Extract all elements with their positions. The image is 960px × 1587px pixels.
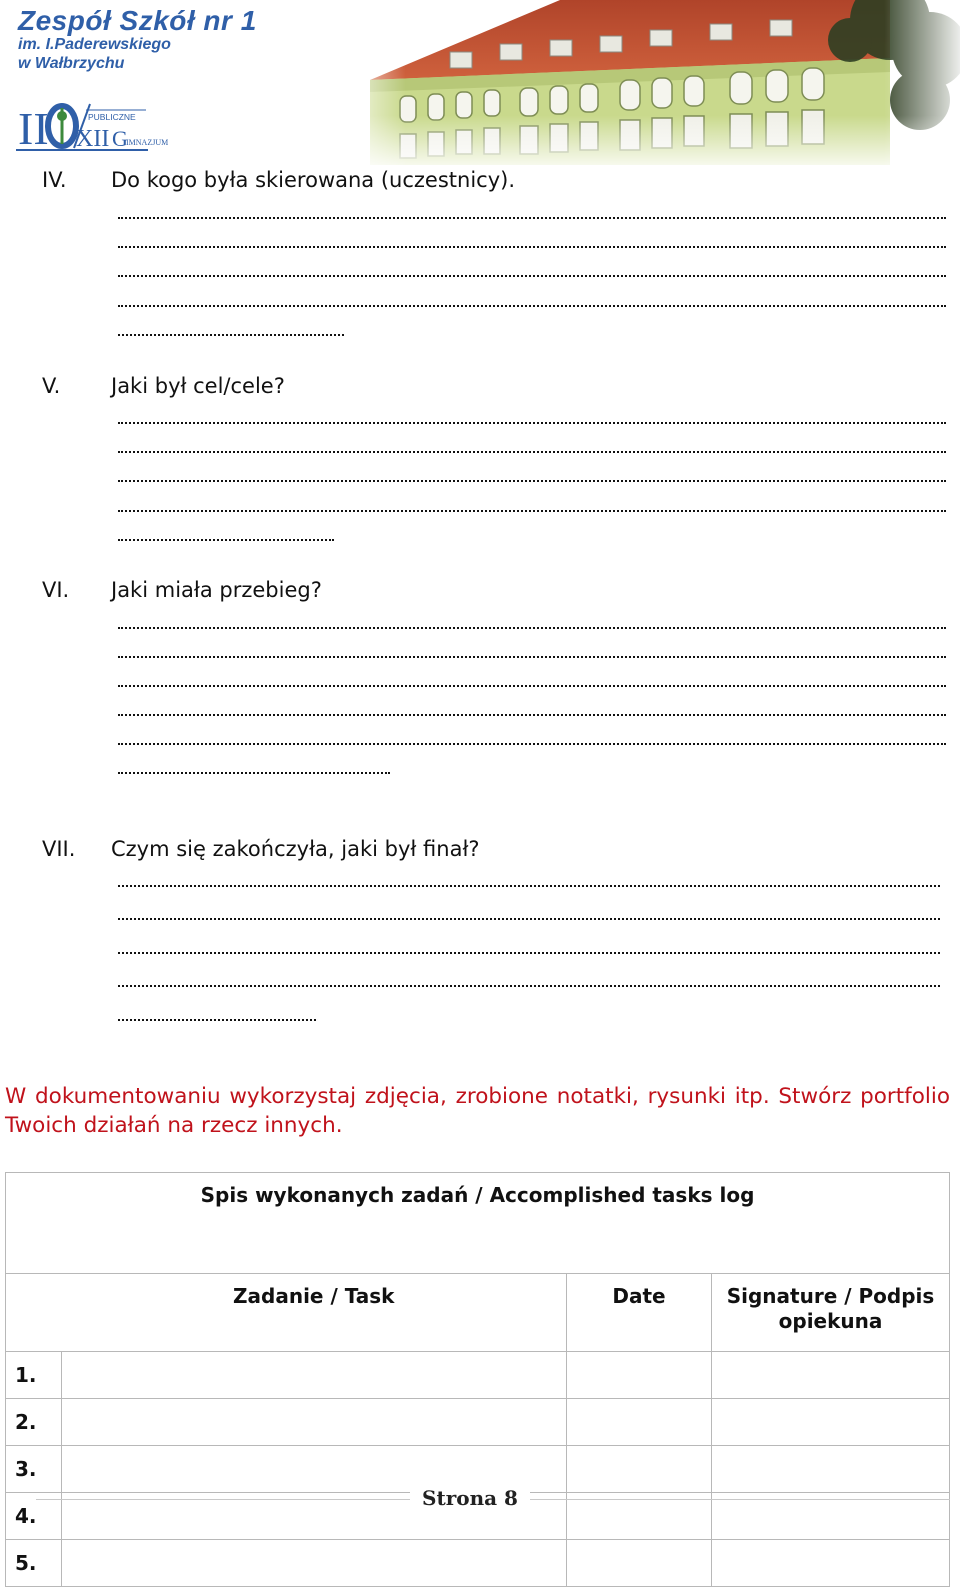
answer-line	[118, 1019, 316, 1021]
question-number: VII.	[42, 837, 76, 861]
task-cell[interactable]	[62, 1399, 567, 1446]
answer-line	[118, 985, 940, 987]
answer-line	[118, 627, 946, 629]
portfolio-instruction: W dokumentowaniu wykorzystaj zdjęcia, zrobione notatki, rysunki itp. Stwórz portfolio Twoich działań na rzecz innych.	[5, 1084, 950, 1138]
date-cell[interactable]	[567, 1399, 712, 1446]
signature-cell[interactable]	[712, 1540, 950, 1587]
answer-line	[118, 685, 946, 687]
question-number: IV.	[42, 168, 67, 192]
answer-line	[118, 217, 946, 219]
school-name-line1: Zespół Szkół nr 1	[18, 5, 257, 36]
svg-text:PUBLICZNE: PUBLICZNE	[88, 112, 136, 122]
date-cell[interactable]	[567, 1446, 712, 1493]
svg-text:II: II	[18, 103, 49, 154]
answer-line	[118, 451, 946, 453]
answer-line	[118, 334, 344, 336]
answer-line	[118, 246, 946, 248]
col-signature-header: Signature / Podpis opiekuna	[712, 1274, 950, 1352]
school-name-line3: w Wałbrzychu	[18, 55, 125, 73]
question-number: V.	[42, 374, 61, 398]
question-number: VI.	[42, 578, 70, 602]
question-text: Czym się zakończyła, jaki był finał?	[111, 837, 480, 861]
row-number: 4.	[6, 1493, 62, 1540]
row-number: 1.	[6, 1352, 62, 1399]
tasks-log-title: Spis wykonanych zadań / Accomplished tasks log	[6, 1173, 950, 1274]
row-number: 5.	[6, 1540, 62, 1587]
task-cell[interactable]	[62, 1352, 567, 1399]
footer-rule-right	[530, 1499, 950, 1500]
answer-line	[118, 656, 946, 658]
svg-text:XII: XII	[76, 126, 110, 152]
answer-line	[118, 539, 334, 541]
question-text: Jaki miała przebieg?	[111, 578, 322, 602]
school-name-line2: im. I.Paderewskiego	[18, 36, 171, 54]
school-building-image	[330, 0, 960, 165]
school-name	[18, 6, 257, 73]
question-text: Do kogo była skierowana (uczestnicy).	[111, 168, 516, 192]
answer-line	[118, 714, 946, 716]
signature-cell[interactable]	[712, 1446, 950, 1493]
footer-rule-left	[36, 1499, 410, 1500]
col-number-header	[6, 1274, 62, 1352]
row-number: 2.	[6, 1399, 62, 1446]
col-task-header: Zadanie / Task	[62, 1274, 567, 1352]
page-number: Strona 8	[410, 1486, 530, 1510]
answer-line	[118, 772, 390, 774]
table-row	[6, 1352, 950, 1399]
signature-cell[interactable]	[712, 1399, 950, 1446]
answer-line	[118, 480, 946, 482]
tasks-log-table	[5, 1172, 950, 1587]
row-number: 3.	[6, 1446, 62, 1493]
task-cell[interactable]	[62, 1540, 567, 1587]
answer-line	[118, 305, 946, 307]
answer-line	[118, 952, 940, 954]
answer-line	[118, 510, 946, 512]
svg-text:G: G	[112, 126, 128, 151]
answer-line	[118, 918, 940, 920]
school-logo	[16, 100, 169, 154]
table-row	[6, 1540, 950, 1587]
table-row	[6, 1399, 950, 1446]
question-text: Jaki był cel/cele?	[111, 374, 285, 398]
signature-cell[interactable]	[712, 1352, 950, 1399]
col-date-header: Date	[567, 1274, 712, 1352]
date-cell[interactable]	[567, 1540, 712, 1587]
date-cell[interactable]	[567, 1352, 712, 1399]
answer-line	[118, 422, 946, 424]
answer-line	[118, 743, 946, 745]
page-header	[0, 0, 960, 165]
answer-line	[118, 275, 946, 277]
svg-text:IMNAZJUM: IMNAZJUM	[126, 138, 169, 147]
answer-line	[118, 885, 940, 887]
